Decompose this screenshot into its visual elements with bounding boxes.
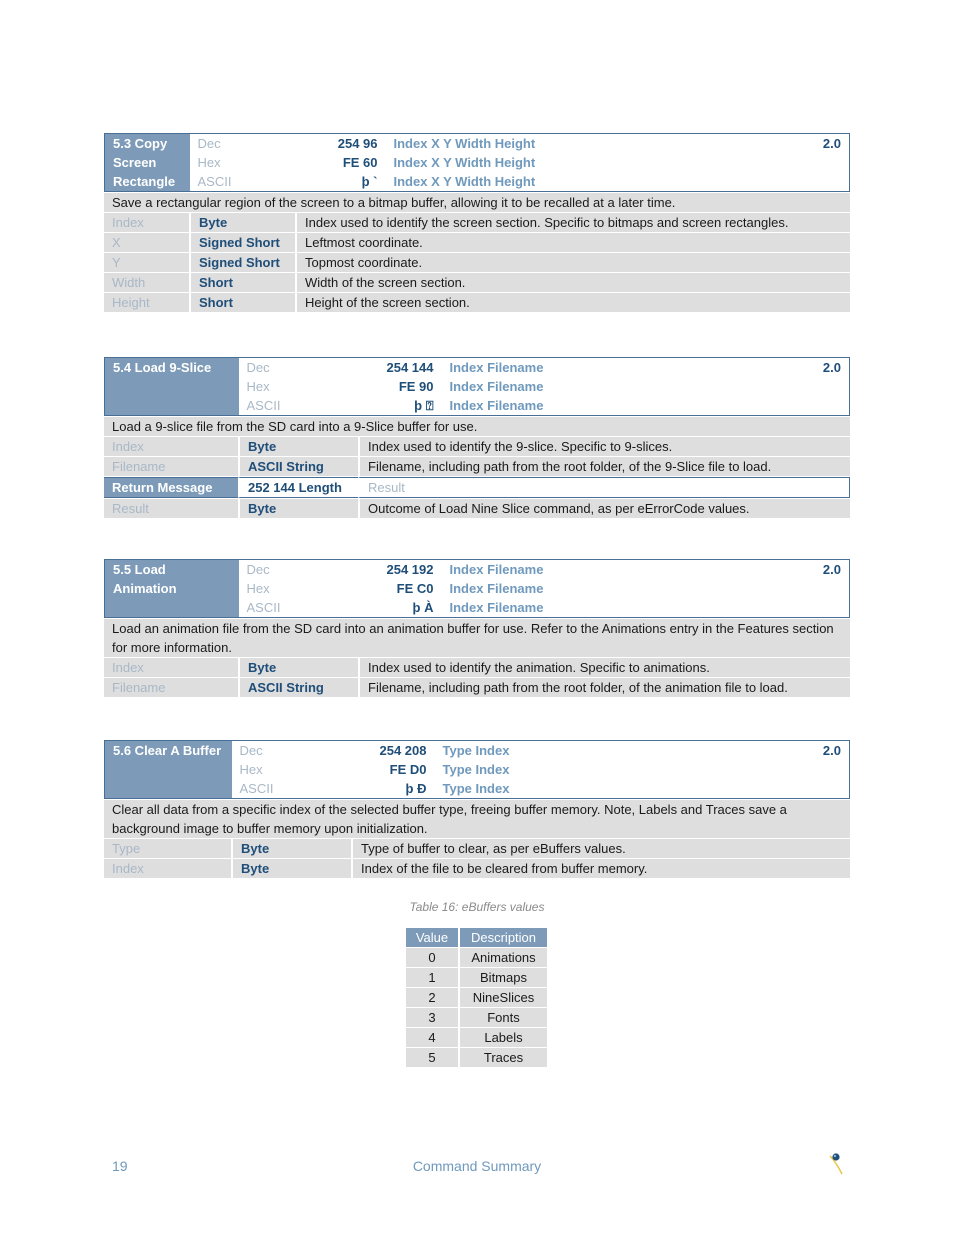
param-row: [104, 457, 850, 476]
hex-code: FE 60: [342, 155, 378, 170]
hex-code: FE C0: [396, 581, 434, 596]
param-name: Type: [104, 839, 231, 858]
param-row: [104, 233, 850, 252]
dec-code: 254 144: [386, 360, 434, 375]
param-row: [104, 437, 850, 456]
hex-params: Index Filename: [449, 379, 544, 394]
return-message-label: Return Message: [104, 477, 238, 498]
command-description: Clear all data from a specific index of the selected buffer type, freeing buffer memory. Note, Labels and Traces save a background image to buffer memory upon initialization.: [104, 800, 850, 838]
ascii-code: þ `: [361, 174, 378, 189]
param-type: Byte: [231, 859, 351, 878]
param-desc: Width of the screen section.: [295, 273, 850, 292]
table-caption: Table 16: eBuffers values: [409, 900, 545, 914]
table-cell: 5: [406, 1048, 458, 1067]
hex-params: Index X Y Width Height: [393, 155, 536, 170]
return-name: Result: [104, 499, 238, 518]
dec-params: Index Filename: [449, 360, 544, 375]
param-desc: Type of buffer to clear, as per eBuffers values.: [351, 839, 850, 858]
param-type: ASCII String: [238, 457, 358, 476]
command-5-3: [104, 133, 850, 313]
dec-params: Index X Y Width Height: [393, 136, 536, 151]
command-5-5: [104, 559, 850, 698]
command-body: [104, 192, 850, 313]
return-message-result: Result: [358, 477, 850, 498]
param-row: [104, 678, 850, 697]
param-row: [104, 273, 850, 292]
param-row: [104, 859, 850, 878]
column-header: Value: [406, 928, 458, 947]
table-cell: 1: [406, 968, 458, 987]
param-type: Byte: [189, 213, 295, 232]
param-type: Signed Short: [189, 233, 295, 252]
version: 2.0: [822, 743, 841, 758]
hex-code: FE D0: [389, 762, 427, 777]
ascii-code: þ ⍰: [414, 398, 434, 413]
ascii-label: ASCII: [239, 781, 274, 796]
command-description: Load an animation file from the SD card into an animation buffer for use. Refer to the Animations entry in the Features section for more information.: [104, 619, 850, 657]
ascii-params: Type Index: [442, 781, 510, 796]
hex-label: Hex: [246, 379, 270, 394]
param-name: Filename: [104, 678, 238, 697]
param-desc: Filename, including path from the root folder, of the 9-Slice file to load.: [358, 457, 850, 476]
return-type: Byte: [238, 499, 358, 518]
dec-params: Type Index: [442, 743, 510, 758]
command-5-4: [104, 357, 850, 519]
ascii-label: ASCII: [246, 398, 281, 413]
table-row: [406, 1028, 547, 1047]
command-body: [104, 416, 850, 519]
table-row: [406, 1048, 547, 1067]
return-desc: Outcome of Load Nine Slice command, as per eErrorCode values.: [358, 499, 850, 518]
command-header: [104, 133, 850, 192]
param-name: Y: [104, 253, 189, 272]
page-number: 19: [112, 1158, 128, 1174]
table-row: [406, 988, 547, 1007]
param-type: Short: [189, 273, 295, 292]
ascii-params: Index Filename: [449, 600, 544, 615]
table-cell: 0: [406, 948, 458, 967]
param-desc: Height of the screen section.: [295, 293, 850, 312]
command-title: 5.6 Clear A Buffer: [105, 741, 232, 799]
dec-code: 254 96: [337, 136, 378, 151]
param-desc: Index of the file to be cleared from buffer memory.: [351, 859, 850, 878]
ascii-label: ASCII: [197, 174, 232, 189]
table-cell: Bitmaps: [458, 968, 547, 987]
table-cell: Animations: [458, 948, 547, 967]
command-title: 5.3 Copy Screen Rectangle: [105, 134, 190, 192]
param-desc: Filename, including path from the root folder, of the animation file to load.: [358, 678, 850, 697]
command-description: Load a 9-slice file from the SD card into a 9-Slice buffer for use.: [104, 417, 850, 436]
param-type: Byte: [231, 839, 351, 858]
table-cell: Labels: [458, 1028, 547, 1047]
param-type: Byte: [238, 658, 358, 677]
param-type: Short: [189, 293, 295, 312]
command-header: [104, 357, 850, 416]
table-row: [406, 948, 547, 967]
hex-label: Hex: [197, 155, 221, 170]
param-desc: Leftmost coordinate.: [295, 233, 850, 252]
version: 2.0: [822, 562, 841, 577]
command-header: [104, 559, 850, 618]
param-name: Height: [104, 293, 189, 312]
dec-label: Dec: [246, 562, 270, 577]
return-message-value: 252 144 Length: [238, 477, 358, 498]
command-header: [104, 740, 850, 799]
param-name: Index: [104, 213, 189, 232]
column-header: Description: [458, 928, 547, 947]
dec-label: Dec: [246, 360, 270, 375]
dec-label: Dec: [239, 743, 263, 758]
hex-params: Index Filename: [449, 581, 544, 596]
param-row: [104, 213, 850, 232]
param-desc: Index used to identify the 9-slice. Specific to 9-slices.: [358, 437, 850, 456]
ascii-code: þ Ð: [405, 781, 427, 796]
hex-code: FE 90: [398, 379, 434, 394]
table-cell: 4: [406, 1028, 458, 1047]
hex-label: Hex: [246, 581, 270, 596]
param-type: Signed Short: [189, 253, 295, 272]
table-cell: Traces: [458, 1048, 547, 1067]
logo-icon: [826, 1150, 846, 1176]
param-row: [104, 253, 850, 272]
param-name: Filename: [104, 457, 238, 476]
hex-params: Type Index: [442, 762, 510, 777]
table-header-row: [406, 928, 547, 947]
param-row: [104, 658, 850, 677]
dec-code: 254 208: [379, 743, 427, 758]
table-cell: Fonts: [458, 1008, 547, 1027]
footer-title: Command Summary: [412, 1158, 542, 1174]
param-name: Index: [104, 658, 238, 677]
dec-code: 254 192: [386, 562, 434, 577]
ascii-params: Index X Y Width Height: [393, 174, 536, 189]
param-name: Index: [104, 437, 238, 456]
param-desc: Index used to identify the animation. Specific to animations.: [358, 658, 850, 677]
param-row: [104, 839, 850, 858]
table-cell: 3: [406, 1008, 458, 1027]
param-name: Width: [104, 273, 189, 292]
table-cell: NineSlices: [458, 988, 547, 1007]
version: 2.0: [822, 136, 841, 151]
return-message-row: [104, 477, 850, 498]
table-row: [406, 1008, 547, 1027]
command-body: [104, 799, 850, 879]
command-title: 5.4 Load 9-Slice: [105, 358, 239, 416]
param-type: Byte: [238, 437, 358, 456]
param-name: Index: [104, 859, 231, 878]
param-name: X: [104, 233, 189, 252]
table-row: [406, 968, 547, 987]
dec-label: Dec: [197, 136, 221, 151]
command-body: [104, 618, 850, 698]
ascii-params: Index Filename: [449, 398, 544, 413]
command-5-6: [104, 740, 850, 879]
param-row: [104, 293, 850, 312]
table-cell: 2: [406, 988, 458, 1007]
param-desc: Topmost coordinate.: [295, 253, 850, 272]
return-row: [104, 499, 850, 518]
command-title: 5.5 Load Animation: [105, 560, 239, 618]
command-description: Save a rectangular region of the screen to a bitmap buffer, allowing it to be recalled at a later time.: [104, 193, 850, 212]
ascii-label: ASCII: [246, 600, 281, 615]
dec-params: Index Filename: [449, 562, 544, 577]
ebuffers-table: [406, 927, 547, 1068]
hex-label: Hex: [239, 762, 263, 777]
ascii-code: þ À: [412, 600, 434, 615]
param-desc: Index used to identify the screen section. Specific to bitmaps and screen rectangles.: [295, 213, 850, 232]
param-type: ASCII String: [238, 678, 358, 697]
version: 2.0: [822, 360, 841, 375]
